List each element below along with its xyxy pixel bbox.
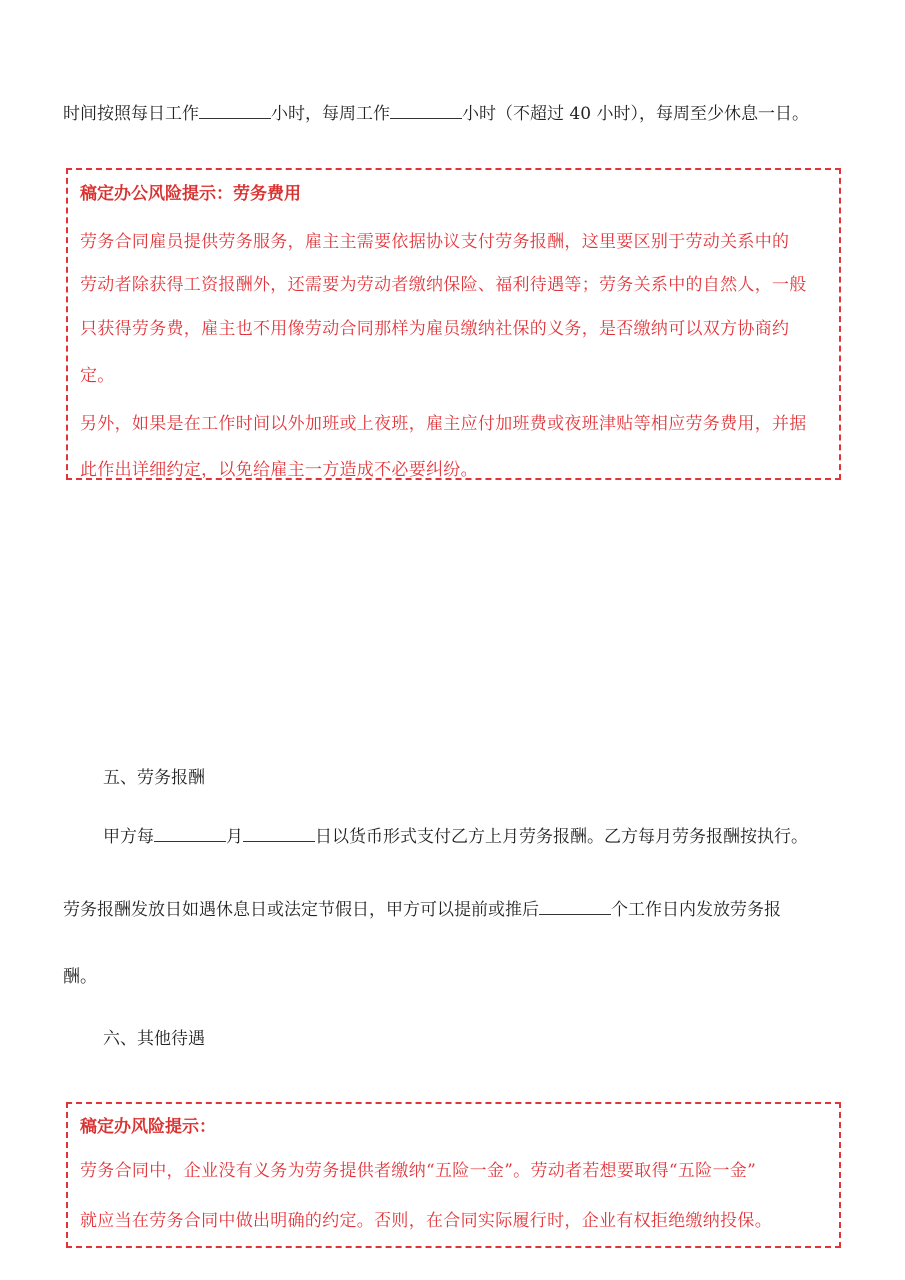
- para1-text-b: 月: [226, 827, 243, 847]
- workdays-blank[interactable]: [539, 900, 611, 915]
- para2-text-b: 个工作日内发放劳务报: [611, 900, 781, 920]
- para1-text-c: 日以货币形式支付乙方上月劳务报酬。乙方每月劳务报酬按执行。: [315, 827, 808, 847]
- para1-text-a: 甲方每: [103, 827, 154, 847]
- remuneration-paragraph-2: [63, 899, 781, 921]
- remuneration-paragraph-1: [103, 826, 808, 848]
- section-heading-other-benefits: 六、其他待遇: [103, 1029, 205, 1049]
- daily-hours-blank[interactable]: [199, 104, 271, 119]
- risk-notice-title: 稿定办公风险提示：劳务费用: [80, 184, 301, 204]
- weekly-hours-blank[interactable]: [390, 104, 462, 119]
- risk-notice-line: 劳务合同中，企业没有义务为劳务提供者缴纳“五险一金”。劳动者若想要取得“五险一金”: [80, 1161, 757, 1181]
- risk-notice-box-fees: [66, 168, 841, 480]
- day-blank[interactable]: [243, 827, 315, 842]
- work-hours-text-c: 小时（不超过 40 小时），每周至少休息一日。: [462, 104, 809, 124]
- month-blank[interactable]: [154, 827, 226, 842]
- remuneration-paragraph-2-end: 酬。: [63, 967, 97, 987]
- para2-text-a: 劳务报酬发放日如遇休息日或法定节假日，甲方可以提前或推后: [63, 900, 539, 920]
- risk-notice-box-insurance: [66, 1102, 841, 1248]
- risk-notice-line: 此作出详细约定，以免给雇主一方造成不必要纠纷。: [80, 460, 478, 480]
- risk-notice-line: 劳动者除获得工资报酬外，还需要为劳动者缴纳保险、福利待遇等；劳务关系中的自然人，一般: [80, 275, 807, 295]
- risk-notice-line: 只获得劳务费，雇主也不用像劳动合同那样为雇员缴纳社保的义务，是否缴纳可以双方协商约: [80, 319, 790, 339]
- section-heading-remuneration: 五、劳务报酬: [103, 768, 205, 788]
- risk-notice-line: 定。: [80, 366, 115, 386]
- risk-notice-line: 另外，如果是在工作时间以外加班或上夜班，雇主应付加班费或夜班津贴等相应劳务费用，并据: [80, 414, 807, 434]
- risk-notice-line: 就应当在劳务合同中做出明确的约定。否则，在合同实际履行时，企业有权拒绝缴纳投保。: [80, 1211, 772, 1231]
- work-hours-text-a: 时间按照每日工作: [63, 104, 199, 124]
- risk-notice-line: 劳务合同雇员提供劳务服务，雇主主需要依据协议支付劳务报酬，这里要区别于劳动关系中的: [80, 232, 790, 252]
- work-hours-line: [63, 103, 809, 125]
- work-hours-text-b: 小时，每周工作: [271, 104, 390, 124]
- risk-notice-title: 稿定办风险提示：: [80, 1117, 216, 1137]
